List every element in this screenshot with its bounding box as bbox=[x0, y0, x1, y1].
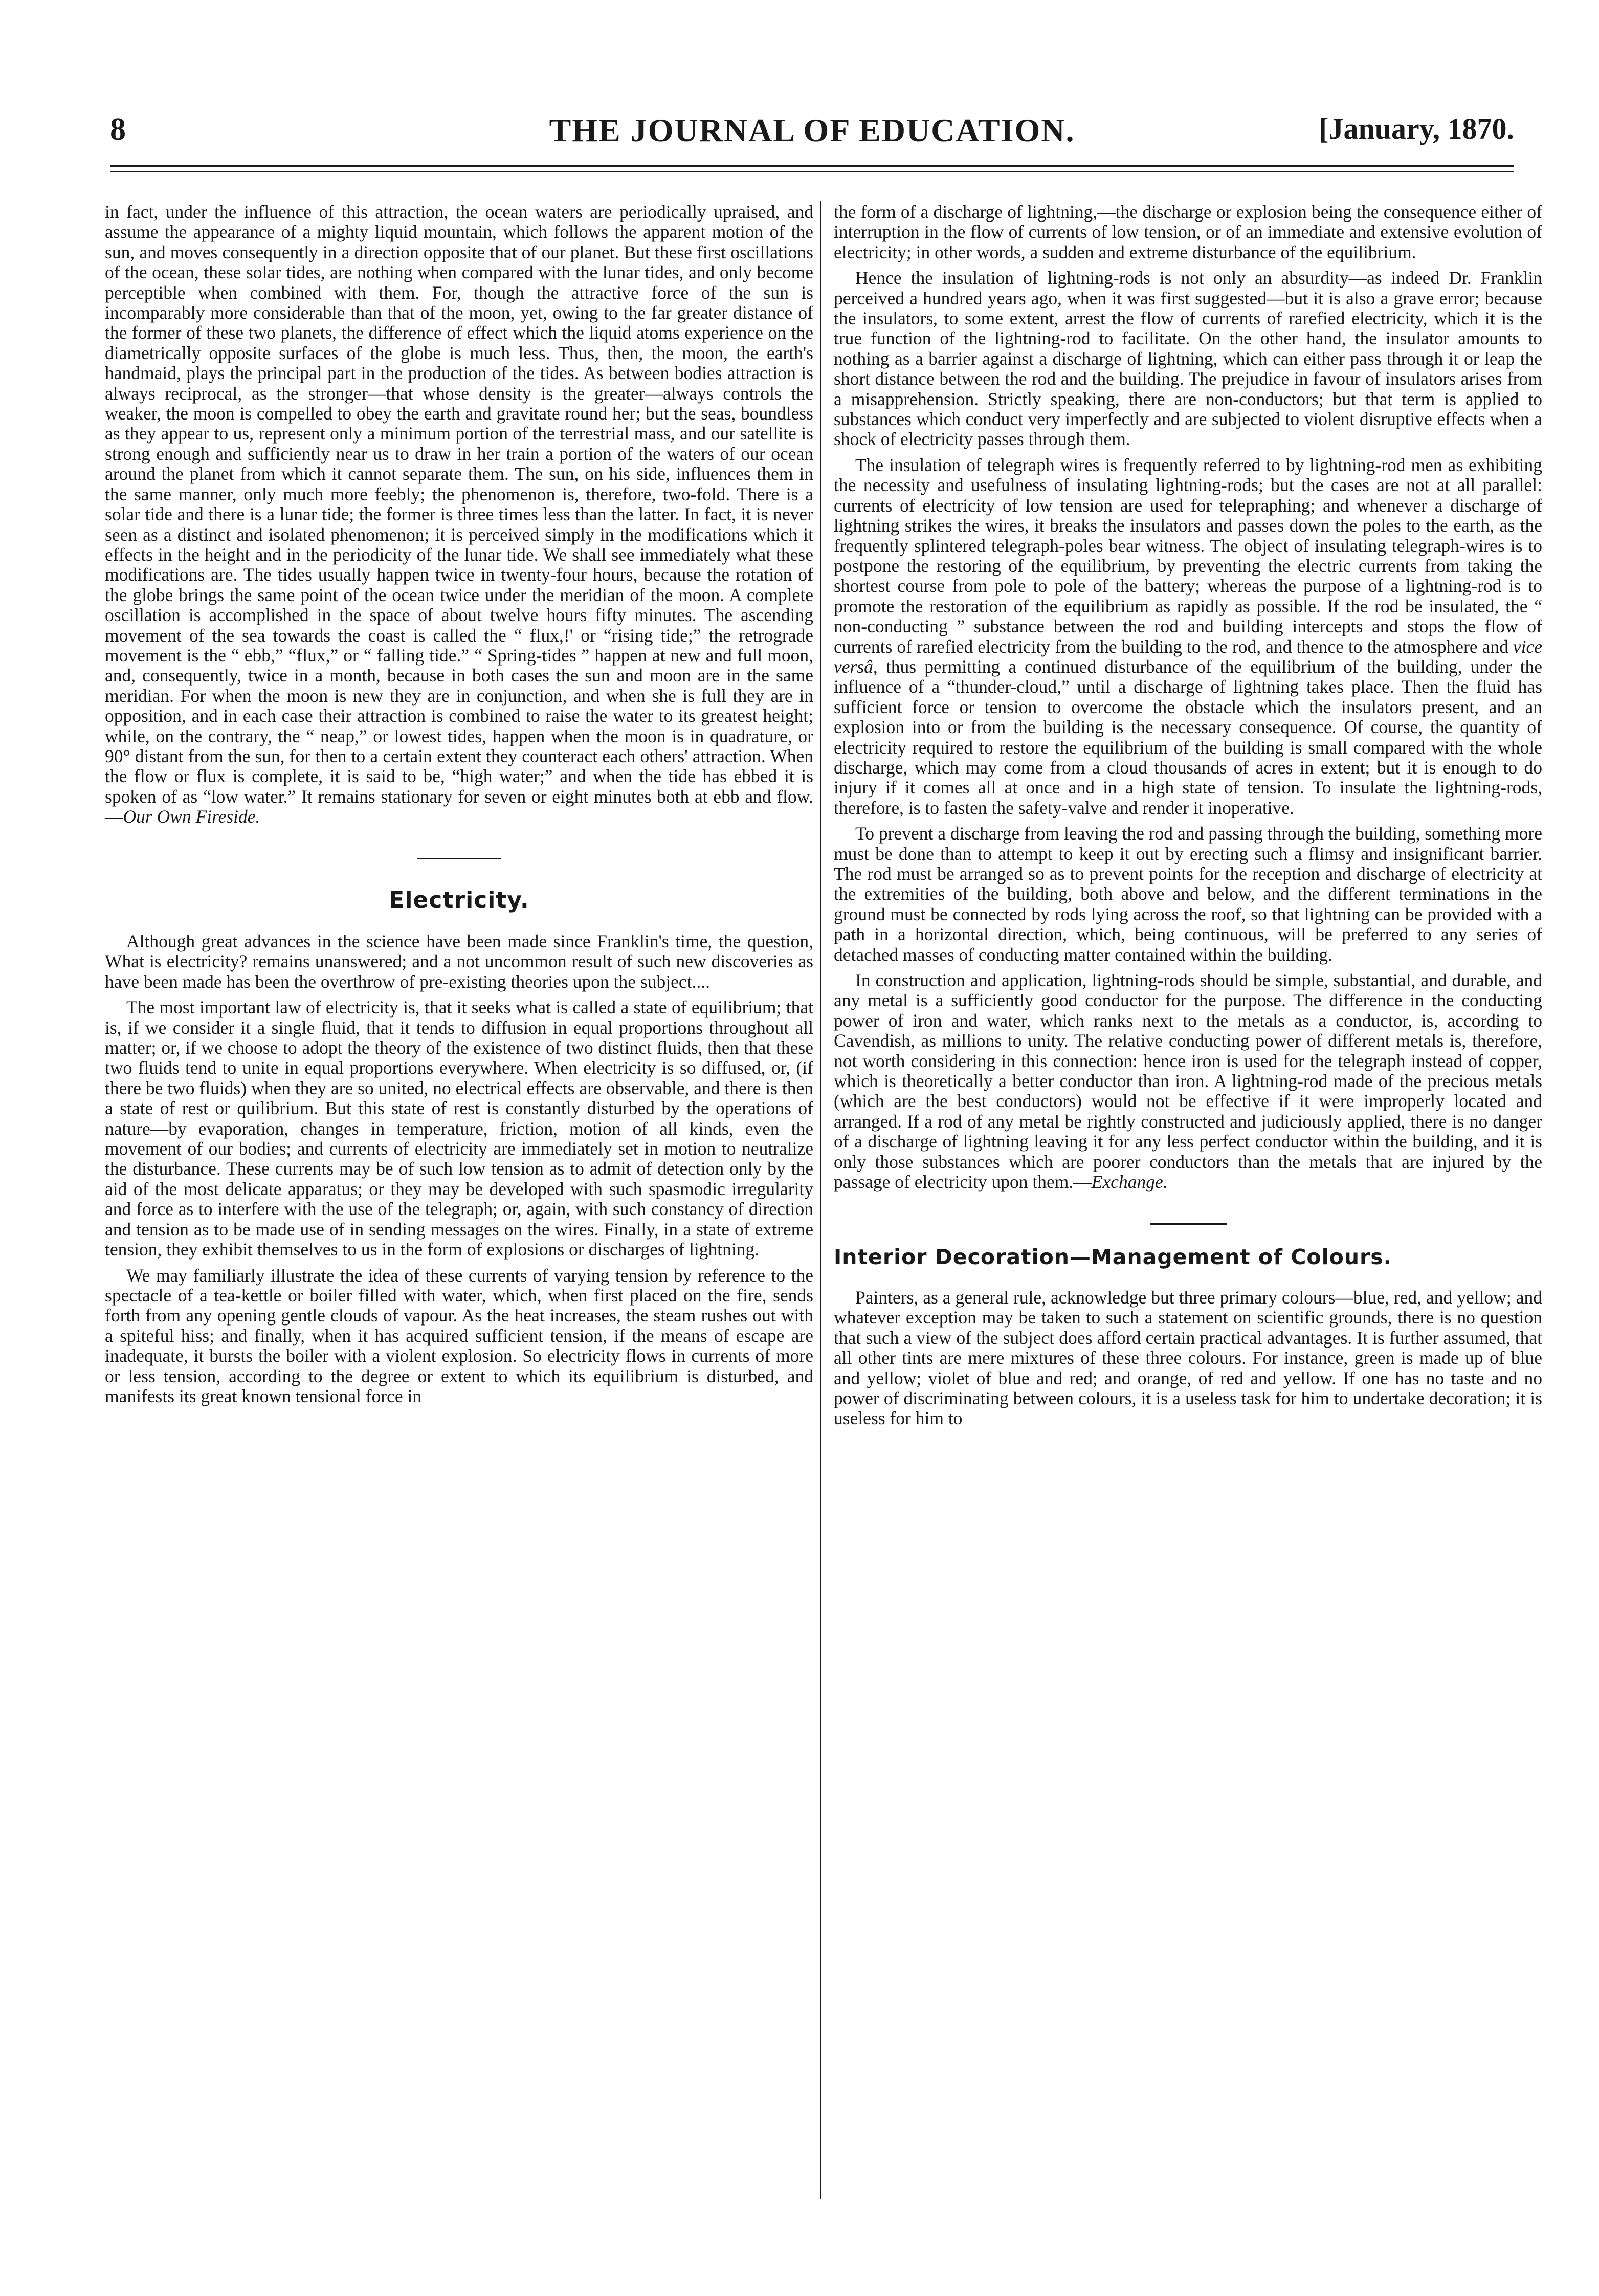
page-number: 8 bbox=[110, 112, 126, 147]
header-rule-thick bbox=[110, 165, 1514, 167]
section-divider bbox=[1150, 1223, 1227, 1225]
tides-article-text bbox=[105, 202, 813, 827]
header-rule-thin bbox=[110, 171, 1514, 172]
journal-title: THE JOURNAL OF EDUCATION. bbox=[549, 112, 1075, 148]
interior-paragraph: Painters, as a general rule, acknowledge but three primary colours—blue, red, and yellow; and whatever exception may be taken to such a statement on scientific grounds, there is no question that such a view of the subject does afford certain practical advantages. It is further assumed, that all other tints are mere mixtures of these three colours. For instance, green is made up of blue and yellow; violet of blue and red; and orange, of red and yellow. If one has no taste and no power of discriminating between colours, it is a useless task for him to undertake decoration; it is useless for him to bbox=[834, 1287, 1542, 1429]
electricity-paragraph: Hence the insulation of lightning-rods is not only an absurdity—as indeed Dr. Franklin perceived a hundred years ago, when it was first suggested—but it is also a grave error; because the insulators, to some extent, arrest the flow of currents of rarefied electricity, which it is the true function of the lightning-rod to facilitate. On the other hand, the insulator amounts to nothing as a barrier against a discharge of lightning, which can either pass through it or leap the short distance between the rod and the building. The prejudice in favour of insulators arises from a misapprehension. Strictly speaking, there are non-conductors; but that term is applied to substances which conduct very imperfectly and are subjected to violent disruptive effects when a shock of electricity passes through them. bbox=[834, 268, 1542, 450]
electricity-paragraph: Although great advances in the science have been made since Franklin's time, the question, What is electricity? remains unanswered; and a not uncommon result of such new discoveries as have been made has been the overthrow of pre-existing theories upon the subject.... bbox=[105, 931, 813, 992]
electricity-source: Exchange. bbox=[1091, 1172, 1168, 1193]
column-divider bbox=[820, 201, 821, 2199]
paragraph-text: thus permitting a continued disturbance of the equilibrium of the building, under the influence of a “thunder-cloud,” until a discharge of lightning takes place. Then the fluid has sufficient force or tension to overcome the obstacle which the insulators present, and an explosion into or from the building is the necessary consequence. Of course, the quantity of electricity required to restore the equilibrium of the building is small compared with the whole discharge, which may come from a cloud thousands of acres in extent; but it is enough to do injury if it comes all at once and in a high state of tension. To insulate the lightning-rods, therefore, is to fasten the safety-valve and render it inoperative. bbox=[834, 656, 1542, 818]
electricity-paragraph: the form of a discharge of lightning,—the discharge or explosion being the consequence either of interruption in the flow of currents of low tension, or of an immediate and extensive evolution of electricity; in other words, a sudden and extreme disturbance of the equilibrium. bbox=[834, 202, 1542, 262]
section-divider bbox=[417, 858, 501, 859]
electricity-heading: Electricity. bbox=[389, 887, 529, 913]
page-header bbox=[110, 112, 1514, 152]
electricity-paragraph bbox=[834, 970, 1542, 1192]
left-column bbox=[105, 202, 813, 1406]
interior-decoration-heading: Interior Decoration—Management of Colours. bbox=[834, 1244, 1392, 1269]
electricity-paragraph bbox=[834, 455, 1542, 818]
paragraph-text: The insulation of telegraph wires is frequently referred to by lightning-rod men as exhibiting the necessity and usefulness of insulating lightning-rods; but the cases are not at all parallel: currents of electricity of low tension are used for telepraphing; and whenever a discharge of lightning strikes the wires, it breaks the insulators and passes down the poles to the earth, as the frequently splintered telegraph-poles bear witness. The object of insulating telegraph-wires is to postpone the restoring of the equilibrium, by preventing the electric currents from taking the shortest course from pole to pole of the battery; whereas the purpose of a lightning-rod is to promote the restoration of the equilibrium as rapidly as possible. If the rod be insulated, the “ non-conducting ” substance between the rod and building intercepts and stops the flow of currents of rarefied electricity from the building to the rod, and thence to the atmosphere and bbox=[834, 454, 1542, 657]
tides-body: in fact, under the influence of this attraction, the ocean waters are periodically upraised, and assume the appearance of a mighty liquid mountain, which follows the apparent motion of the sun, and moves consequently in a direction opposite that of our planet. But these first oscillations of the ocean, these solar tides, are nothing when compared with the lunar tides, and only become perceptible when combined with them. For, though the attractive force of the sun is incomparably more considerable than that of the moon, yet, owing to the far greater distance of the former of these two planets, the difference of effect which the liquid atoms experience on the diametrically opposite surfaces of the globe is much less. Thus, then, the moon, the earth's handmaid, plays the principal part in the production of the tides. As between bodies attraction is always reciprocal, as the stronger—that whose density is the greater—always controls the weaker, the moon is compelled to obey the earth and gravitate round her; but the seas, boundless as they appear to us, represent only a minimum portion of the terrestrial mass, and our satellite is strong enough and sufficiently near us to draw in her train a portion of the waters of our ocean around the planet from which it cannot separate them. The sun, on his side, influences them in the same manner, only much more feebly; the phenomenon is, therefore, two-fold. There is a solar tide and there is a lunar tide; the former is three times less than the latter. In fact, it is never seen as a distinct and isolated phenomenon; it is perceived simply in the modifications which it effects in the height and in the periodicity of the lunar tide. We shall see immediately what these modifications are. The tides usually happen twice in twenty-four hours, because the rotation of the globe brings the same point of the ocean twice under the meridian of the moon. A complete oscillation is accomplished in the space of about twelve hours fifty minutes. The ascending movement of the sea towards the coast is called the “ flux,!' or “rising tide;” the retrograde movement is the “ ebb,” “flux,” or “ falling tide.” “ Spring-tides ” happen at new and full moon, and, consequently, twice in a month, because in both cases the sun and moon are in the same meridian. For when the moon is new they are in conjunction, and when she is full they are in opposition, and in each case their attraction is combined to raise the water to its greatest height; while, on the contrary, the “ neap,” or lowest tides, happen when the moon is in quadrature, or 90° distant from the sun, for then to a certain extent they counteract each others' attraction. When the flow or flux is complete, it is said to be, “high water;” and when the tide has ebbed it is spoken of as “low water.” It remains stationary for seven or eight minutes both at ebb and flow.— bbox=[105, 202, 813, 827]
paragraph-text: In construction and application, lightning-rods should be simple, substantial, and durable, and any metal is a sufficiently good conductor for the purpose. The difference in the conducting power of iron and water, which ranks next to the metals as a conductor, is, according to Cavendish, as millions to unity. The relative conducting power of different metals is, therefore, not worth considering in this connection: hence iron is used for the telegraph instead of copper, which is theoretically a better conductor than iron. A lightning-rod made of the precious metals (which are the best conductors) would not be effective if it were improperly located and arranged. If a rod of any metal be rightly constructed and judiciously applied, there is no danger of a discharge of lightning leaving it for any less perfect conductor within the building, and it is only those substances which are poorer conductors than the metals that are injured by the passage of electricity upon them.— bbox=[834, 970, 1542, 1193]
electricity-paragraph: The most important law of electricity is, that it seeks what is called a state of equilibrium; that is, if we consider it a single fluid, that it tends to diffusion in equal proportions throughout all matter; or, if we choose to adopt the theory of the existence of two distinct fluids, then that these two fluids tend to unite in equal proportions everywhere. When electricity is so diffused, or, (if there be two fluids) when they are so united, no electrical effects are observable, and there is then a state of rest or quilibrium. But this state of rest is constantly disturbed by the operations of nature—by evaporation, changes in temperature, friction, motion of all kinds, even the movement of our bodies; and currents of electricity are immediately set in motion to neutralize the disturbance. These currents may be of such low tension as to admit of detection only by the aid of the most delicate apparatus; or they may be developed with such spasmodic irregularity and force as to interfere with the use of the telegraph; or, again, with such constancy of direction and tension as to be made use of in sending messages on the wires. Finally, in a state of extreme tension, they exhibit themselves to us in the form of explosions or discharges of lightning. bbox=[105, 997, 813, 1260]
right-column bbox=[834, 202, 1542, 1429]
tides-source: Our Own Fireside. bbox=[123, 806, 260, 827]
electricity-paragraph: To prevent a discharge from leaving the rod and passing through the building, something more must be done than to attempt to keep it out by erecting such a flimsy and insignificant barrier. The rod must be arranged so as to prevent points for the reception and discharge of electricity at the extremities of the building, both above and below, and the different terminations in the ground must be connected by rods lying across the roof, so that lightning can be provided with a path in a horizontal direction, which, being continuous, will be preferred to any series of detached masses of conducting matter contained within the building. bbox=[834, 823, 1542, 965]
issue-date: [January, 1870. bbox=[1319, 112, 1514, 145]
italic-phrase: vice versâ, bbox=[834, 636, 1542, 677]
electricity-paragraph: We may familiarly illustrate the idea of these currents of varying tension by reference to the spectacle of a tea-kettle or boiler filled with water, which, when first placed on the fire, sends forth from any opening gentle clouds of vapour. As the heat increases, the steam rushes out with a spiteful hiss; and finally, when it has acquired sufficient tension, if the means of escape are inadequate, it bursts the boiler with a violent explosion. So electricity flows in currents of more or less tension, according to the degree or extent to which its equilibrium is disturbed, and manifests its great known tensional force in bbox=[105, 1265, 813, 1406]
